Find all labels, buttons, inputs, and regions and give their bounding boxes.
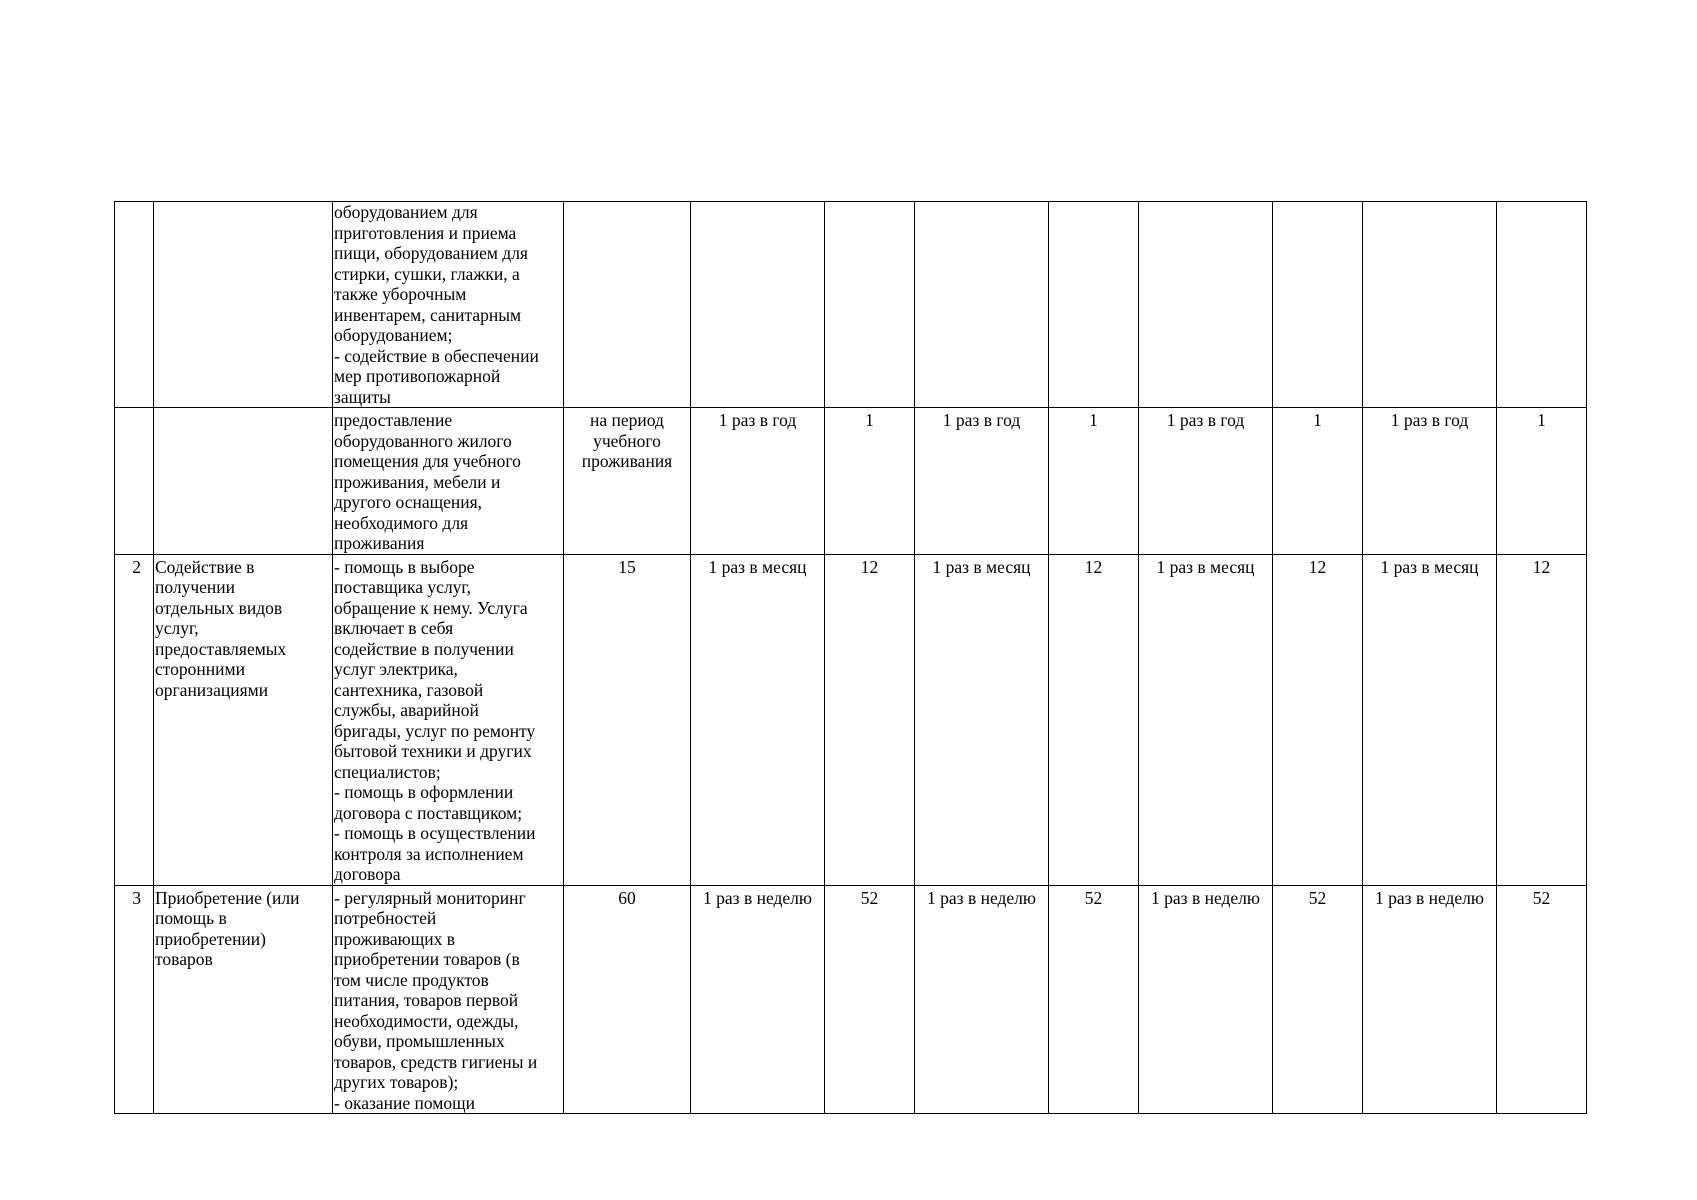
periodicity-cell: 1 раз в год xyxy=(915,408,1049,555)
count-cell xyxy=(1273,202,1363,408)
service-description-cell: предоставление оборудованного жилого помещения для учебного проживания, мебели и другого оснащения, необходимого для проживания xyxy=(333,408,564,555)
count-cell: 52 xyxy=(1273,885,1363,1114)
service-name-cell: Содействие в получении отдельных видов услуг, предоставляемых сторонними организациями xyxy=(154,554,333,885)
row-number-cell: 3 xyxy=(115,885,154,1114)
periodicity-cell: 1 раз в месяц xyxy=(915,554,1049,885)
service-name-cell xyxy=(154,202,333,408)
count-cell: 1 xyxy=(825,408,915,555)
periodicity-cell: 1 раз в месяц xyxy=(1363,554,1497,885)
periodicity-cell xyxy=(1363,202,1497,408)
service-description-cell: - регулярный мониторинг потребностей проживающих в приобретении товаров (в том числе продуктов питания, товаров первой необходимости, одежды, обуви, промышленных товаров, средств гигиены и других товаров); - оказание помощи xyxy=(333,885,564,1114)
count-cell: 12 xyxy=(825,554,915,885)
services-table xyxy=(114,201,1587,1114)
service-name-cell: Приобретение (или помощь в приобретении) товаров xyxy=(154,885,333,1114)
row-number-cell xyxy=(115,202,154,408)
count-cell: 1 xyxy=(1497,408,1587,555)
table-row xyxy=(115,202,1587,408)
count-cell: 12 xyxy=(1497,554,1587,885)
count-cell xyxy=(1497,202,1587,408)
service-name-cell xyxy=(154,408,333,555)
count-cell: 52 xyxy=(1497,885,1587,1114)
periodicity-cell: 1 раз в неделю xyxy=(691,885,825,1114)
count-cell: 12 xyxy=(1273,554,1363,885)
periodicity-cell xyxy=(1139,202,1273,408)
count-cell: 1 xyxy=(1049,408,1139,555)
periodicity-cell: 1 раз в год xyxy=(1139,408,1273,555)
norm-cell xyxy=(564,202,691,408)
periodicity-cell: 1 раз в месяц xyxy=(1139,554,1273,885)
periodicity-cell: 1 раз в год xyxy=(691,408,825,555)
periodicity-cell: 1 раз в месяц xyxy=(691,554,825,885)
table-row xyxy=(115,554,1587,885)
table-row xyxy=(115,885,1587,1114)
periodicity-cell: 1 раз в неделю xyxy=(1363,885,1497,1114)
count-cell: 1 xyxy=(1273,408,1363,555)
count-cell xyxy=(1049,202,1139,408)
row-number-cell xyxy=(115,408,154,555)
periodicity-cell xyxy=(691,202,825,408)
norm-cell: 60 xyxy=(564,885,691,1114)
count-cell: 52 xyxy=(825,885,915,1114)
service-description-cell: оборудованием для приготовления и приема пищи, оборудованием для стирки, сушки, глажки, а также уборочным инвентарем, санитарным оборудованием; - содействие в обеспечении мер противопожарной защиты xyxy=(333,202,564,408)
norm-cell: 15 xyxy=(564,554,691,885)
table-row xyxy=(115,408,1587,555)
periodicity-cell: 1 раз в неделю xyxy=(1139,885,1273,1114)
periodicity-cell: 1 раз в неделю xyxy=(915,885,1049,1114)
norm-cell: на период учебного проживания xyxy=(564,408,691,555)
count-cell xyxy=(825,202,915,408)
count-cell: 12 xyxy=(1049,554,1139,885)
service-description-cell: - помощь в выборе поставщика услуг, обращение к нему. Услуга включает в себя содействие в получении услуг электрика, сантехника, газовой службы, аварийной бригады, услуг по ремонту бытовой техники и других специалистов; - помощь в оформлении договора с поставщиком; - помощь в осуществлении контроля за исполнением договора xyxy=(333,554,564,885)
periodicity-cell: 1 раз в год xyxy=(1363,408,1497,555)
row-number-cell: 2 xyxy=(115,554,154,885)
count-cell: 52 xyxy=(1049,885,1139,1114)
periodicity-cell xyxy=(915,202,1049,408)
